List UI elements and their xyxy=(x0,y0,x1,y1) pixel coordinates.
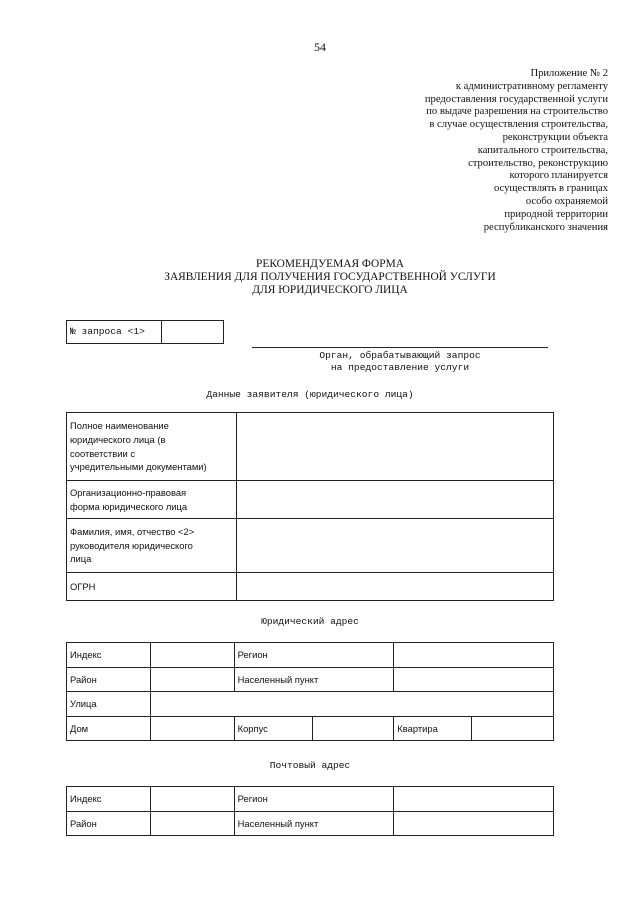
request-number-field[interactable] xyxy=(162,321,223,343)
label-line: юридического лица (в xyxy=(70,433,166,445)
appendix-line: в случае осуществления строительства, xyxy=(429,119,608,131)
legal-region-field[interactable] xyxy=(394,643,554,668)
postal-region-label: Регион xyxy=(234,787,394,812)
table-row xyxy=(67,667,554,692)
appendix-line: которого планируется xyxy=(509,170,608,182)
table-row xyxy=(67,573,554,601)
appendix-line: капитального строительства, xyxy=(477,144,608,156)
appendix-line: особо охраняемой xyxy=(525,195,608,207)
authority-caption-line: Орган, обрабатывающий запрос xyxy=(319,350,481,361)
legal-locality-field[interactable] xyxy=(394,667,554,692)
ogrn-field[interactable] xyxy=(237,573,554,601)
postal-district-label: Район xyxy=(67,811,151,836)
legal-locality-label: Населенный пункт xyxy=(234,667,394,692)
label-line: ОГРН xyxy=(70,580,96,592)
director-name-field[interactable] xyxy=(237,519,554,573)
postal-index-label: Индекс xyxy=(67,787,151,812)
legal-address-title: Юридический адрес xyxy=(261,616,359,627)
form-title-line: ЗАЯВЛЕНИЯ ДЛЯ ПОЛУЧЕНИЯ ГОСУДАРСТВЕННОЙ УСЛУГИ xyxy=(164,271,496,283)
form-title xyxy=(150,258,510,297)
label-line: Организационно-правовая xyxy=(70,486,187,498)
table-row xyxy=(67,787,554,812)
appendix-line: по выдаче разрешения на строительство xyxy=(426,106,608,118)
postal-index-field[interactable] xyxy=(150,787,234,812)
appendix-line: осуществлять в границах xyxy=(493,183,608,195)
authority-caption xyxy=(252,350,548,374)
label-line: Фамилия, имя, отчество <2> xyxy=(70,526,195,538)
appendix-line: реконструкции объекта xyxy=(502,131,608,143)
postal-address-title: Почтовый адрес xyxy=(269,760,351,771)
postal-locality-field[interactable] xyxy=(394,811,554,836)
appendix-header xyxy=(348,68,608,234)
postal-address-table xyxy=(66,786,554,836)
legal-index-field[interactable] xyxy=(150,643,234,668)
table-row xyxy=(67,716,554,741)
postal-district-field[interactable] xyxy=(150,811,234,836)
legal-building-field[interactable] xyxy=(312,716,394,741)
legal-street-label: Улица xyxy=(67,692,151,717)
legal-district-label: Район xyxy=(67,667,151,692)
legal-apartment-field[interactable] xyxy=(472,716,554,741)
page-number: 54 xyxy=(314,40,326,54)
legal-apartment-label: Квартира xyxy=(394,716,472,741)
legal-form-label xyxy=(67,481,237,519)
legal-street-field[interactable] xyxy=(150,692,553,717)
label-line: учредительными документами) xyxy=(70,461,207,473)
appendix-line: к административному регламенту xyxy=(455,80,608,92)
label-line: соответствии с xyxy=(70,447,136,459)
form-title-line: РЕКОМЕНДУЕМАЯ ФОРМА xyxy=(256,258,404,270)
table-row xyxy=(67,481,554,519)
label-line: лица xyxy=(70,553,92,565)
table-row xyxy=(67,692,554,717)
table-row xyxy=(67,519,554,573)
table-row xyxy=(67,643,554,668)
director-name-label xyxy=(67,519,237,573)
label-line: Полное наименование xyxy=(70,420,169,432)
legal-region-label: Регион xyxy=(234,643,394,668)
ogrn-label xyxy=(67,573,237,601)
legal-form-field[interactable] xyxy=(237,481,554,519)
authority-caption-line: на предоставление услуги xyxy=(330,362,470,373)
table-row xyxy=(67,811,554,836)
legal-index-label: Индекс xyxy=(67,643,151,668)
request-number-label: № запроса <1> xyxy=(67,321,162,343)
legal-address-table xyxy=(66,642,554,741)
legal-district-field[interactable] xyxy=(150,667,234,692)
table-row xyxy=(67,413,554,481)
appendix-line: природной территории xyxy=(504,208,608,220)
request-number-box xyxy=(66,320,224,344)
appendix-line: республиканского значения xyxy=(483,221,608,233)
legal-building-label: Корпус xyxy=(234,716,312,741)
applicant-section-title: Данные заявителя (юридического лица) xyxy=(206,389,414,400)
authority-signature-line[interactable] xyxy=(252,347,548,348)
appendix-line: предоставления государственной услуги xyxy=(424,93,608,105)
label-line: форма юридического лица xyxy=(70,500,188,512)
applicant-table xyxy=(66,412,554,601)
legal-house-label: Дом xyxy=(67,716,151,741)
postal-region-field[interactable] xyxy=(394,787,554,812)
appendix-line: Приложение № 2 xyxy=(530,68,608,79)
label-line: руководителя юридического xyxy=(70,539,193,551)
full-name-label xyxy=(67,413,237,481)
form-title-line: ДЛЯ ЮРИДИЧЕСКОГО ЛИЦА xyxy=(252,284,408,296)
postal-locality-label: Населенный пункт xyxy=(234,811,394,836)
appendix-line: строительство, реконструкцию xyxy=(468,157,608,169)
legal-house-field[interactable] xyxy=(150,716,234,741)
full-name-field[interactable] xyxy=(237,413,554,481)
